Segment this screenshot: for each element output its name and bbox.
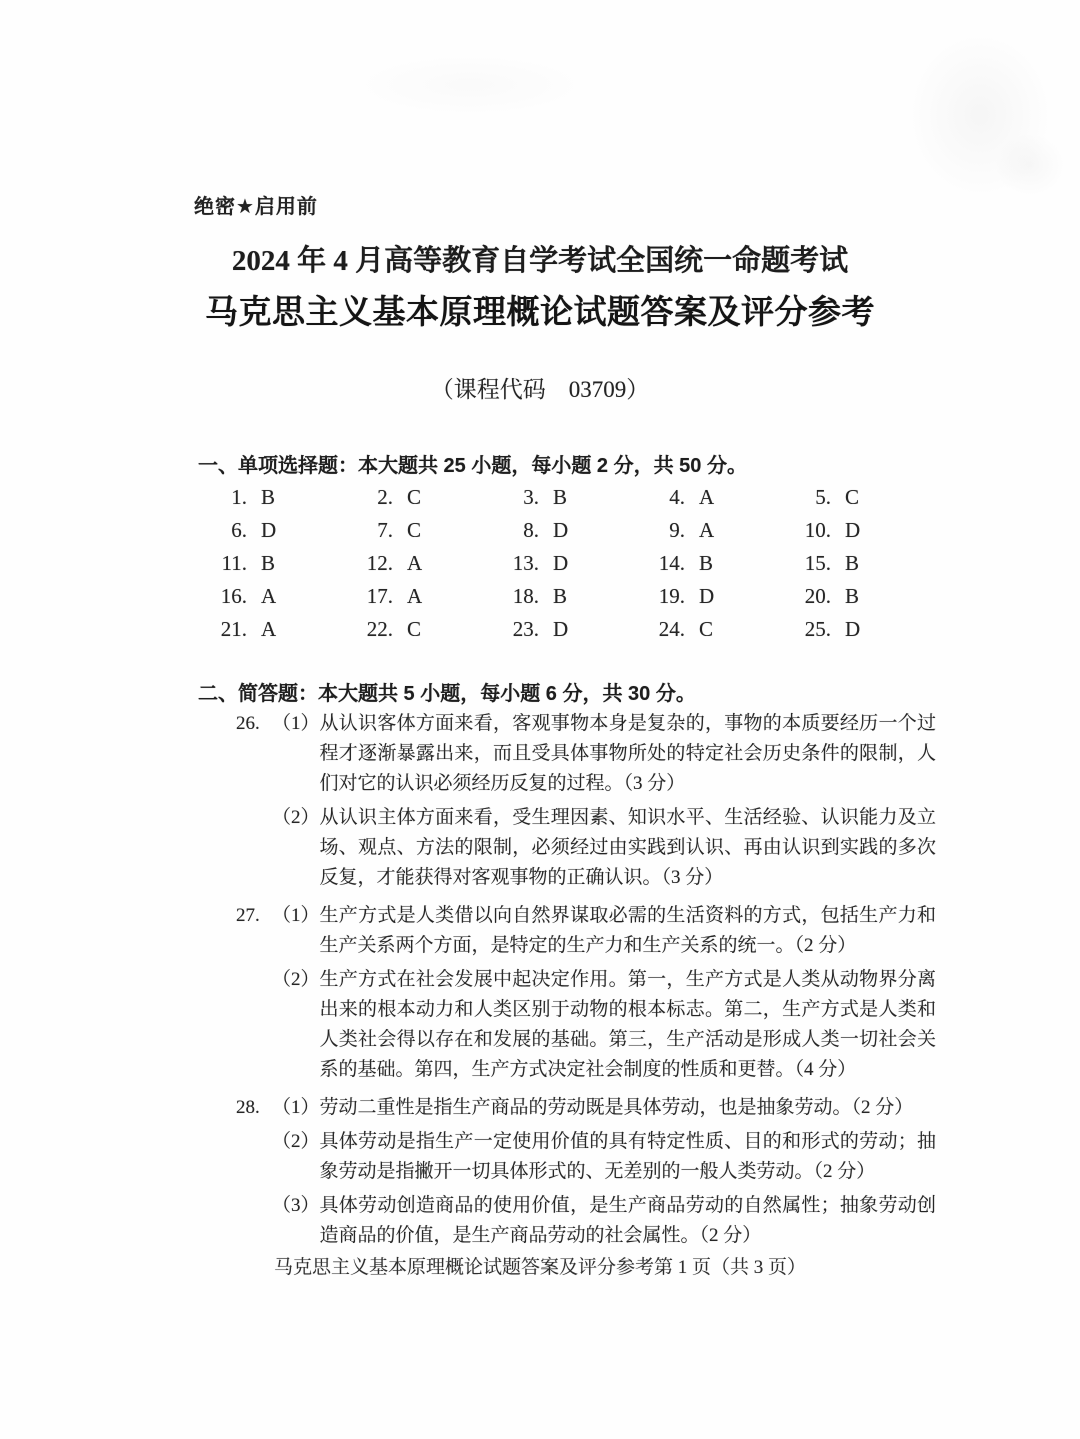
answer-number: 5. [815,485,831,509]
qa-question [236,709,936,893]
answer-choice: C [699,617,714,641]
answer-number: 9. [669,518,685,542]
answer-number: 13. [512,551,539,575]
answer-cell [360,585,506,607]
answer-cell [506,552,652,574]
answer-number: 21. [220,617,247,641]
answer-cell [798,552,944,574]
answer-choice: D [261,518,277,542]
qa-question [236,1093,936,1251]
answer-choice: D [845,617,861,641]
classification-label: 绝密★启用前 [194,196,318,218]
part-label: （1） [272,1097,320,1118]
answer-choice: B [845,551,860,575]
answer-choice: D [553,617,569,641]
qa-part [236,709,936,799]
answer-cell [214,519,360,541]
answer-choice: B [553,584,568,608]
answer-choice: A [407,584,423,608]
answer-cell [798,519,944,541]
answer-choice: D [845,518,861,542]
answer-cell [652,519,798,541]
answer-cell [214,618,360,640]
answer-cell [360,618,506,640]
answer-cell [360,486,506,508]
answer-number: 2. [377,485,393,509]
answer-number: 25. [804,617,831,641]
answer-cell [652,618,798,640]
qa-part [236,901,936,961]
scan-smudge [300,40,640,130]
qa-part [236,803,936,893]
answer-cell [506,486,652,508]
part-text: 具体劳动是指生产一定使用价值的具有特定性质、目的和形式的劳动；抽象劳动是指撇开一切具体形式的、无差别的一般人类劳动。（2 分） [319,1131,936,1182]
answer-cell [506,618,652,640]
answer-choice: C [407,617,422,641]
answer-choice: A [261,584,277,608]
part-label: （2） [272,807,320,828]
answer-cell [214,585,360,607]
answer-number: 12. [366,551,393,575]
answer-choice: D [699,584,715,608]
part-label: （1） [272,713,320,734]
answer-choice: A [261,617,277,641]
answer-number: 15. [804,551,831,575]
section-heading-short-answer: 二、简答题：本大题共 5 小题，每小题 6 分，共 30 分。 [198,683,696,705]
answer-number: 4. [669,485,685,509]
question-number: 28. [236,1097,260,1118]
exam-session-title: 2024 年 4 月高等教育自学考试全国统一命题考试 [231,245,849,277]
question-number: 26. [236,713,260,734]
answer-number: 6. [231,518,247,542]
answer-number: 7. [377,518,393,542]
part-label: （3） [272,1195,320,1216]
qa-question [236,901,936,1085]
answer-choice: D [553,551,569,575]
document-title: 马克思主义基本原理概论试题答案及评分参考 [205,295,875,331]
part-label: （2） [272,1131,320,1152]
part-label: （2） [272,969,320,990]
answer-choice: B [261,485,276,509]
answer-choice: A [699,485,715,509]
answer-number: 16. [220,584,247,608]
answer-number: 14. [658,551,685,575]
answer-choice: D [553,518,569,542]
answer-cell [798,486,944,508]
answer-number: 11. [221,551,247,575]
answer-cell [798,585,944,607]
answer-cell [652,486,798,508]
answer-choice: B [699,551,714,575]
answer-number: 10. [804,518,831,542]
part-text: 生产方式是人类借以向自然界谋取必需的生活资料的方式，包括生产力和生产关系两个方面，是特定的生产力和生产关系的统一。（2 分） [319,905,936,956]
scan-smudge [880,0,1080,230]
answer-choice: A [407,551,423,575]
answer-cell [798,618,944,640]
answer-choice: B [553,485,568,509]
answer-number: 19. [658,584,685,608]
answer-number: 18. [512,584,539,608]
part-text: 劳动二重性是指生产商品的劳动既是具体劳动，也是抽象劳动。（2 分） [319,1097,914,1118]
answer-cell [652,552,798,574]
answer-cell [214,486,360,508]
answer-choice: C [407,518,422,542]
part-text: 具体劳动创造商品的使用价值，是生产商品劳动的自然属性；抽象劳动创造商品的价值，是生产商品劳动的社会属性。（2 分） [319,1195,936,1246]
course-code: （课程代码 03709） [430,377,650,402]
qa-part [236,1093,936,1123]
answer-number: 20. [804,584,831,608]
answer-number: 22. [366,617,393,641]
part-text: 生产方式在社会发展中起决定作用。第一，生产方式是人类从动物界分离出来的根本动力和人类区别于动物的根本标志。第二，生产方式是人类和人类社会得以存在和发展的基础。第三，生产活动是形成人类一切社会关系的基础。第四，生产方式决定社会制度的性质和更替。（4 分） [319,969,936,1080]
section-heading-multiple-choice: 一、单项选择题：本大题共 25 小题，每小题 2 分，共 50 分。 [198,455,747,477]
answer-choice: C [845,485,860,509]
scan-smudge [980,120,1080,210]
answer-choice: A [699,518,715,542]
part-label: （1） [272,905,320,926]
answer-choice: C [407,485,422,509]
answer-number: 23. [512,617,539,641]
answer-cell [360,519,506,541]
answer-cell [652,585,798,607]
part-text: 从认识客体方面来看，客观事物本身是复杂的，事物的本质要经历一个过程才逐渐暴露出来，而且受具体事物所处的特定社会历史条件的限制，人们对它的认识必须经历反复的过程。（3 分） [319,713,936,794]
qa-part [236,1191,936,1251]
question-number: 27. [236,905,260,926]
answer-choice: B [261,551,276,575]
answer-number: 1. [231,485,247,509]
answer-choice: B [845,584,860,608]
page-footer: 马克思主义基本原理概论试题答案及评分参考第 1 页（共 3 页） [273,1257,806,1278]
answer-number: 24. [658,617,685,641]
answer-cell [360,552,506,574]
answer-cell [506,519,652,541]
answer-number: 17. [366,584,393,608]
answer-cell [506,585,652,607]
answer-cell [214,552,360,574]
answer-grid [214,486,944,640]
qa-part [236,1127,936,1187]
part-text: 从认识主体方面来看，受生理因素、知识水平、生活经验、认识能力及立场、观点、方法的限制，必须经过由实践到认识、再由认识到实践的多次反复，才能获得对客观事物的正确认识。（3 分） [319,807,936,888]
qa-part [236,965,936,1085]
qa-list [236,709,936,1251]
answer-number: 3. [523,485,539,509]
answer-number: 8. [523,518,539,542]
